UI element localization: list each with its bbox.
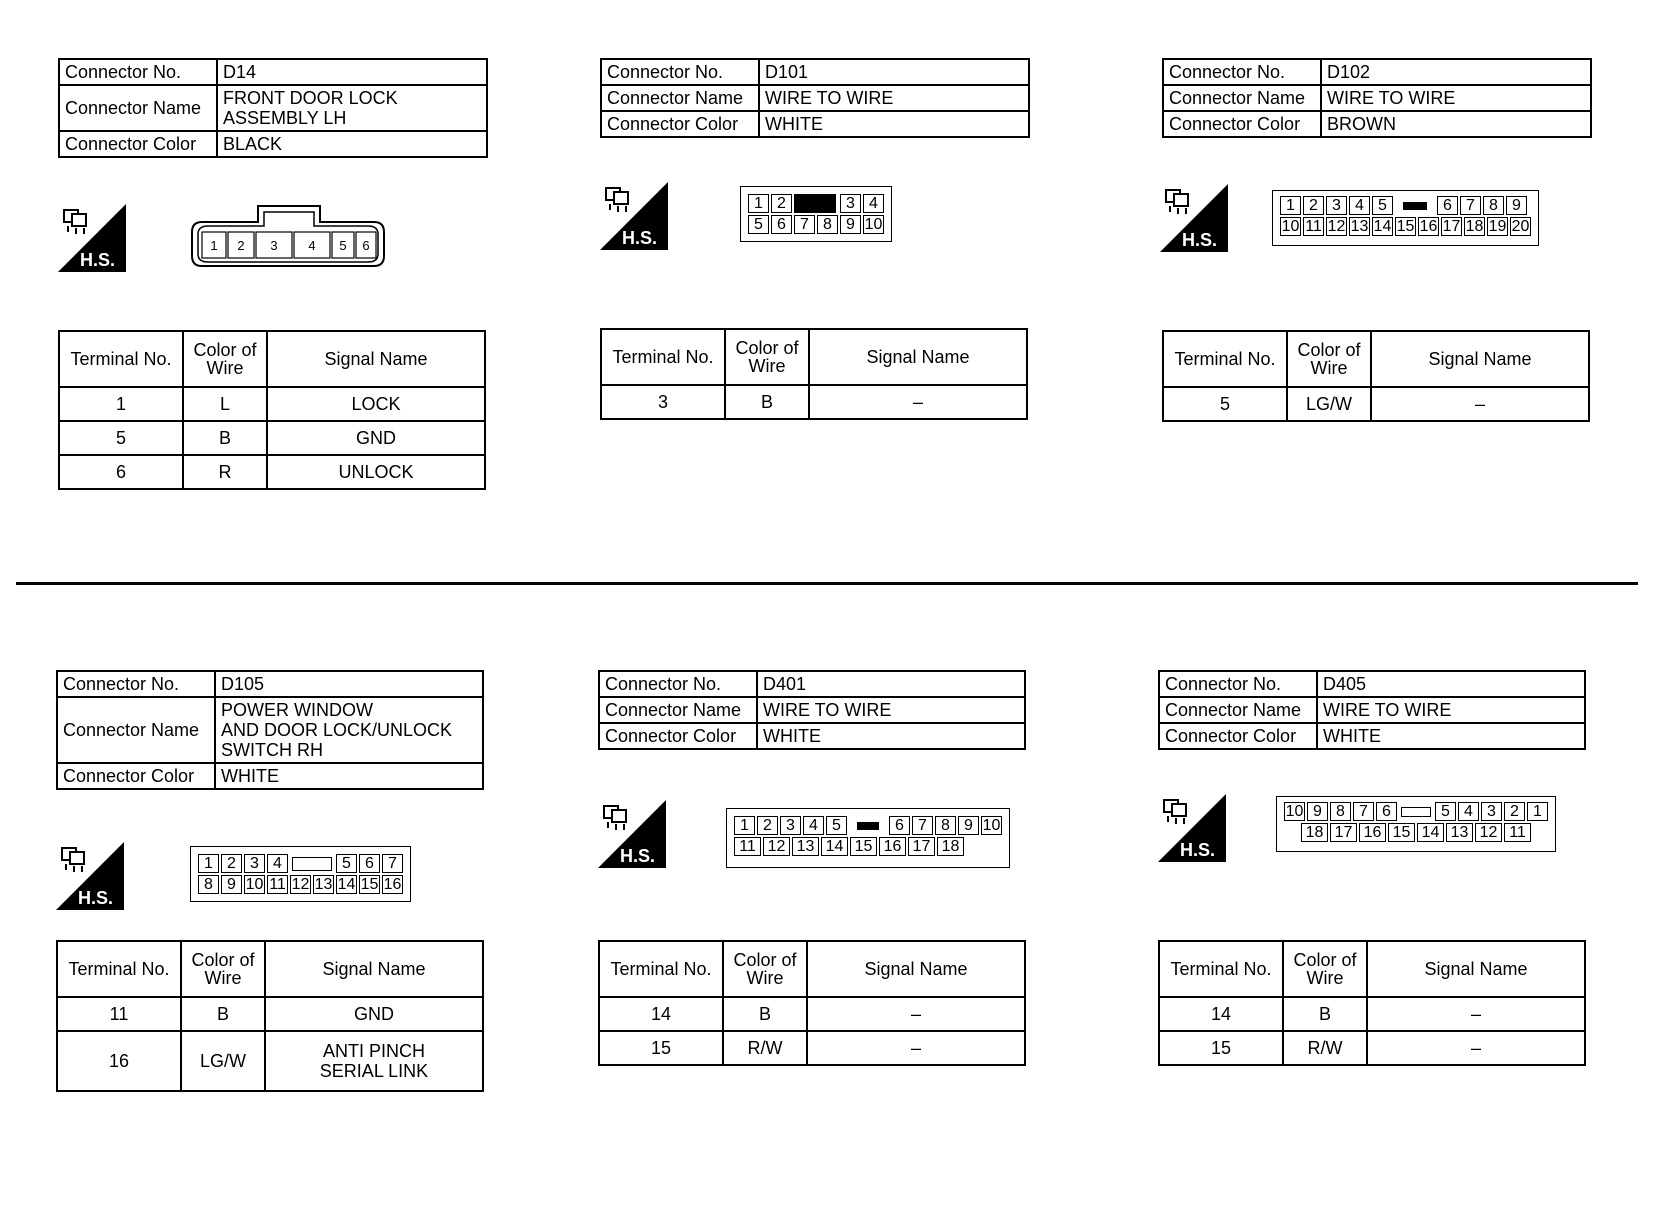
connector-color-label: Connector Color [601,111,759,137]
connector-panel-d101 [600,58,1030,138]
hs-label: H.S. [1180,840,1216,860]
connector-name-value: POWER WINDOW AND DOOR LOCK/UNLOCK SWITCH RH [215,697,483,763]
wire-color-header: Color of Wire [725,329,809,385]
pin: 9 [221,875,242,894]
signal-name-header: Signal Name [807,941,1025,997]
wire-color-cell: R [183,455,267,489]
connector-color-label: Connector Color [1159,723,1317,749]
pin-3: 3 [270,238,278,253]
signal-cell: GND [267,421,485,455]
connector-panel-d401 [598,670,1026,750]
pin: 14 [337,876,356,893]
terminal-cell: 15 [599,1031,723,1065]
pin: 15 [850,837,877,856]
signal-cell: UNLOCK [267,455,485,489]
terminal-table [1158,940,1586,1066]
connector-color-value: WHITE [757,723,1025,749]
pin: 11 [267,875,288,894]
pin: 6 [1376,802,1397,821]
signal-cell: – [809,385,1027,419]
connector-no-label: Connector No. [1163,59,1321,85]
pin-pair [793,214,839,235]
pin: 7 [1460,196,1481,215]
connector-name-label: Connector Name [1163,85,1321,111]
connector-no-value: D101 [759,59,1029,85]
pin: 19 [1488,218,1507,235]
connector-face-d405 [1276,796,1556,852]
pin: 3 [1326,196,1347,215]
connector-no-label: Connector No. [57,671,215,697]
pin: 16 [1359,823,1386,842]
wire-color-cell: R/W [723,1031,807,1065]
pin: 18 [937,837,964,856]
table-row [1163,387,1589,421]
pin: 17 [908,837,935,856]
pin: 1 [1280,196,1301,215]
harness-side-icon [598,800,666,868]
connector-no-value: D14 [217,59,487,85]
pin: 10 [982,817,1001,834]
connector-name-value: WIRE TO WIRE [1321,85,1591,111]
table-row [1159,997,1585,1031]
signal-cell: – [1367,997,1585,1031]
pin: 2 [1504,802,1525,821]
pin: 12 [1327,218,1346,235]
harness-side-icon [1160,184,1228,252]
pin: 8 [1330,802,1351,821]
wire-color-cell: LG/W [1287,387,1371,421]
pin: 6 [1437,196,1458,215]
terminal-cell: 3 [601,385,725,419]
pin: 9 [840,215,861,234]
connector-name-value: WIRE TO WIRE [759,85,1029,111]
terminal-cell: 16 [57,1031,181,1091]
connector-name-label: Connector Name [57,697,215,763]
pin: 13 [792,837,819,856]
pin: 13 [1350,218,1369,235]
key-slot [794,194,836,213]
signal-name-header: Signal Name [1367,941,1585,997]
pin: 3 [244,854,265,873]
pin: 2 [771,194,792,213]
terminal-cell: 14 [1159,997,1283,1031]
terminal-cell: 11 [57,997,181,1031]
pin: 16 [1419,218,1438,235]
pin: 15 [360,876,379,893]
pin: 2 [757,816,778,835]
key-slot [848,815,888,836]
connector-color-label: Connector Color [57,763,215,789]
connector-name-label: Connector Name [599,697,757,723]
pin: 1 [748,194,769,213]
pin: 3 [840,194,861,213]
pin: 7 [382,854,403,873]
connector-name-label: Connector Name [1159,697,1317,723]
signal-name-header: Signal Name [1371,331,1589,387]
hs-label: H.S. [78,888,114,908]
harness-side-icon [58,204,126,272]
pin: 8 [198,875,219,894]
terminal-cell: 14 [599,997,723,1031]
wire-color-cell: LG/W [181,1031,265,1091]
connector-name-label: Connector Name [59,85,217,131]
pin: 3 [780,816,801,835]
pin: 9 [958,816,979,835]
connector-name-value: WIRE TO WIRE [1317,697,1585,723]
connector-no-label: Connector No. [601,59,759,85]
signal-cell: – [1367,1031,1585,1065]
terminal-table [598,940,1026,1066]
connector-info-table [598,670,1026,750]
connector-no-value: D405 [1317,671,1585,697]
pin: 14 [821,837,848,856]
pin: 10 [245,876,264,893]
pin: 10 [1285,803,1304,820]
connector-face-d102 [1272,190,1539,246]
signal-name-header: Signal Name [809,329,1027,385]
pin: 6 [771,215,792,234]
pin: 13 [314,876,333,893]
pin: 4 [803,816,824,835]
pin: 5 [748,215,769,234]
table-row [1159,1031,1585,1065]
connector-color-value: BROWN [1321,111,1591,137]
pin: 4 [1458,802,1479,821]
signal-name-header: Signal Name [267,331,485,387]
wire-color-cell: B [183,421,267,455]
wire-color-cell: B [1283,997,1367,1031]
wire-color-header: Color of Wire [1287,331,1371,387]
terminal-cell: 6 [59,455,183,489]
connector-name-value: WIRE TO WIRE [757,697,1025,723]
pin: 14 [1417,823,1444,842]
hs-label: H.S. [622,228,658,248]
wire-color-cell: B [725,385,809,419]
connector-color-value: WHITE [1317,723,1585,749]
terminal-cell: 15 [1159,1031,1283,1065]
connector-panel-d102 [1162,58,1592,138]
connector-no-value: D105 [215,671,483,697]
table-row [59,455,485,489]
terminal-no-header: Terminal No. [1163,331,1287,387]
pin: 8 [935,816,956,835]
terminal-table [1162,330,1590,422]
wire-color-header: Color of Wire [183,331,267,387]
harness-side-icon [56,842,124,910]
pin: 4 [863,194,884,213]
connector-face-d401 [726,808,1010,868]
connector-color-value: BLACK [217,131,487,157]
connector-color-label: Connector Color [59,131,217,157]
wire-color-cell: B [723,997,807,1031]
connector-color-label: Connector Color [599,723,757,749]
connector-info-table [58,58,488,158]
pin: 7 [912,816,933,835]
pin: 8 [1483,196,1504,215]
terminal-table [56,940,484,1092]
signal-cell: – [1371,387,1589,421]
key-slot [1394,195,1436,216]
pin: 12 [1475,823,1502,842]
pin-5: 5 [339,238,347,253]
pin: 5 [826,816,847,835]
signal-name-header: Signal Name [265,941,483,997]
table-row [57,1031,483,1091]
table-row [601,385,1027,419]
pin: 1 [734,816,755,835]
terminal-no-header: Terminal No. [601,329,725,385]
pin: 5 [1435,802,1456,821]
pin: 8 [817,215,838,234]
pin: 12 [291,876,310,893]
pin: 1 [1527,802,1548,821]
pin: 4 [1349,196,1370,215]
signal-cell: LOCK [267,387,485,421]
terminal-table [600,328,1028,420]
terminal-table-panel-d101 [600,328,1028,420]
terminal-no-header: Terminal No. [599,941,723,997]
table-row [599,997,1025,1031]
section-divider [16,582,1638,585]
connector-no-label: Connector No. [1159,671,1317,697]
terminal-cell: 5 [59,421,183,455]
pin: 17 [1442,218,1461,235]
terminal-no-header: Terminal No. [59,331,183,387]
connector-info-table [600,58,1030,138]
terminal-table-panel-d14 [58,330,486,490]
connector-info-table [56,670,484,790]
pin-2: 2 [237,238,245,253]
signal-cell: ANTI PINCH SERIAL LINK [265,1031,483,1091]
terminal-no-header: Terminal No. [57,941,181,997]
connector-color-value: WHITE [215,763,483,789]
terminal-cell: 5 [1163,387,1287,421]
terminal-table-panel-d102 [1162,330,1590,422]
hs-label: H.S. [80,250,116,270]
connector-name-label: Connector Name [601,85,759,111]
terminal-table-panel-d401 [598,940,1026,1066]
signal-cell: – [807,1031,1025,1065]
wire-color-header: Color of Wire [1283,941,1367,997]
key-slot [1398,801,1434,822]
wire-color-header: Color of Wire [723,941,807,997]
terminal-table-panel-d405 [1158,940,1586,1066]
pin: 5 [336,854,357,873]
table-row [57,997,483,1031]
terminal-table [58,330,486,490]
connector-info-table [1158,670,1586,750]
pin: 2 [221,854,242,873]
pin: 14 [1373,218,1392,235]
connector-no-label: Connector No. [599,671,757,697]
pin: 15 [1388,823,1415,842]
wire-color-cell: L [183,387,267,421]
pin: 12 [763,837,790,856]
connector-no-value: D102 [1321,59,1591,85]
connector-no-label: Connector No. [59,59,217,85]
hs-label: H.S. [1182,230,1218,250]
pin: 10 [864,216,883,233]
pin: 7 [794,215,815,234]
wire-color-header: Color of Wire [181,941,265,997]
connector-panel-d105 [56,670,484,790]
harness-side-icon [600,182,668,250]
harness-side-icon [1158,794,1226,862]
pin: 9 [1307,802,1328,821]
pin: 20 [1511,218,1530,235]
pin: 1 [198,854,219,873]
table-row [599,1031,1025,1065]
pin-1: 1 [210,238,218,253]
pin: 5 [1372,196,1393,215]
signal-cell: GND [265,997,483,1031]
connector-color-value: WHITE [759,111,1029,137]
table-row [59,387,485,421]
connector-info-table [1162,58,1592,138]
pin: 6 [359,854,380,873]
connector-panel-d14 [58,58,488,158]
connector-face-d105 [190,846,411,902]
pin: 18 [1301,823,1328,842]
connector-no-value: D401 [757,671,1025,697]
pin: 16 [383,876,402,893]
terminal-cell: 1 [59,387,183,421]
pin: 17 [1330,823,1357,842]
wire-color-cell: B [181,997,265,1031]
pin: 15 [1396,218,1415,235]
pin: 11 [1504,823,1531,842]
table-row [59,421,485,455]
pin: 16 [879,837,906,856]
pin: 13 [1446,823,1473,842]
pin: 10 [1281,218,1300,235]
pin: 11 [734,837,761,856]
pin: 11 [1303,217,1324,236]
hs-label: H.S. [620,846,656,866]
connector-face-d101 [740,186,892,242]
pin-6: 6 [362,238,370,253]
terminal-no-header: Terminal No. [1159,941,1283,997]
terminal-table-panel-d105 [56,940,484,1092]
connector-name-value: FRONT DOOR LOCK ASSEMBLY LH [217,85,487,131]
pin: 6 [889,816,910,835]
connector-color-label: Connector Color [1163,111,1321,137]
connector-panel-d405 [1158,670,1586,750]
pin: 7 [1353,802,1374,821]
wire-color-cell: R/W [1283,1031,1367,1065]
pin-4: 4 [308,238,316,253]
connector-face-d14 [188,204,388,268]
pin: 9 [1506,196,1527,215]
pin: 18 [1465,218,1484,235]
pin: 2 [1303,196,1324,215]
pin: 4 [267,854,288,873]
pin: 3 [1481,802,1502,821]
signal-cell: – [807,997,1025,1031]
key-slot [289,853,335,874]
